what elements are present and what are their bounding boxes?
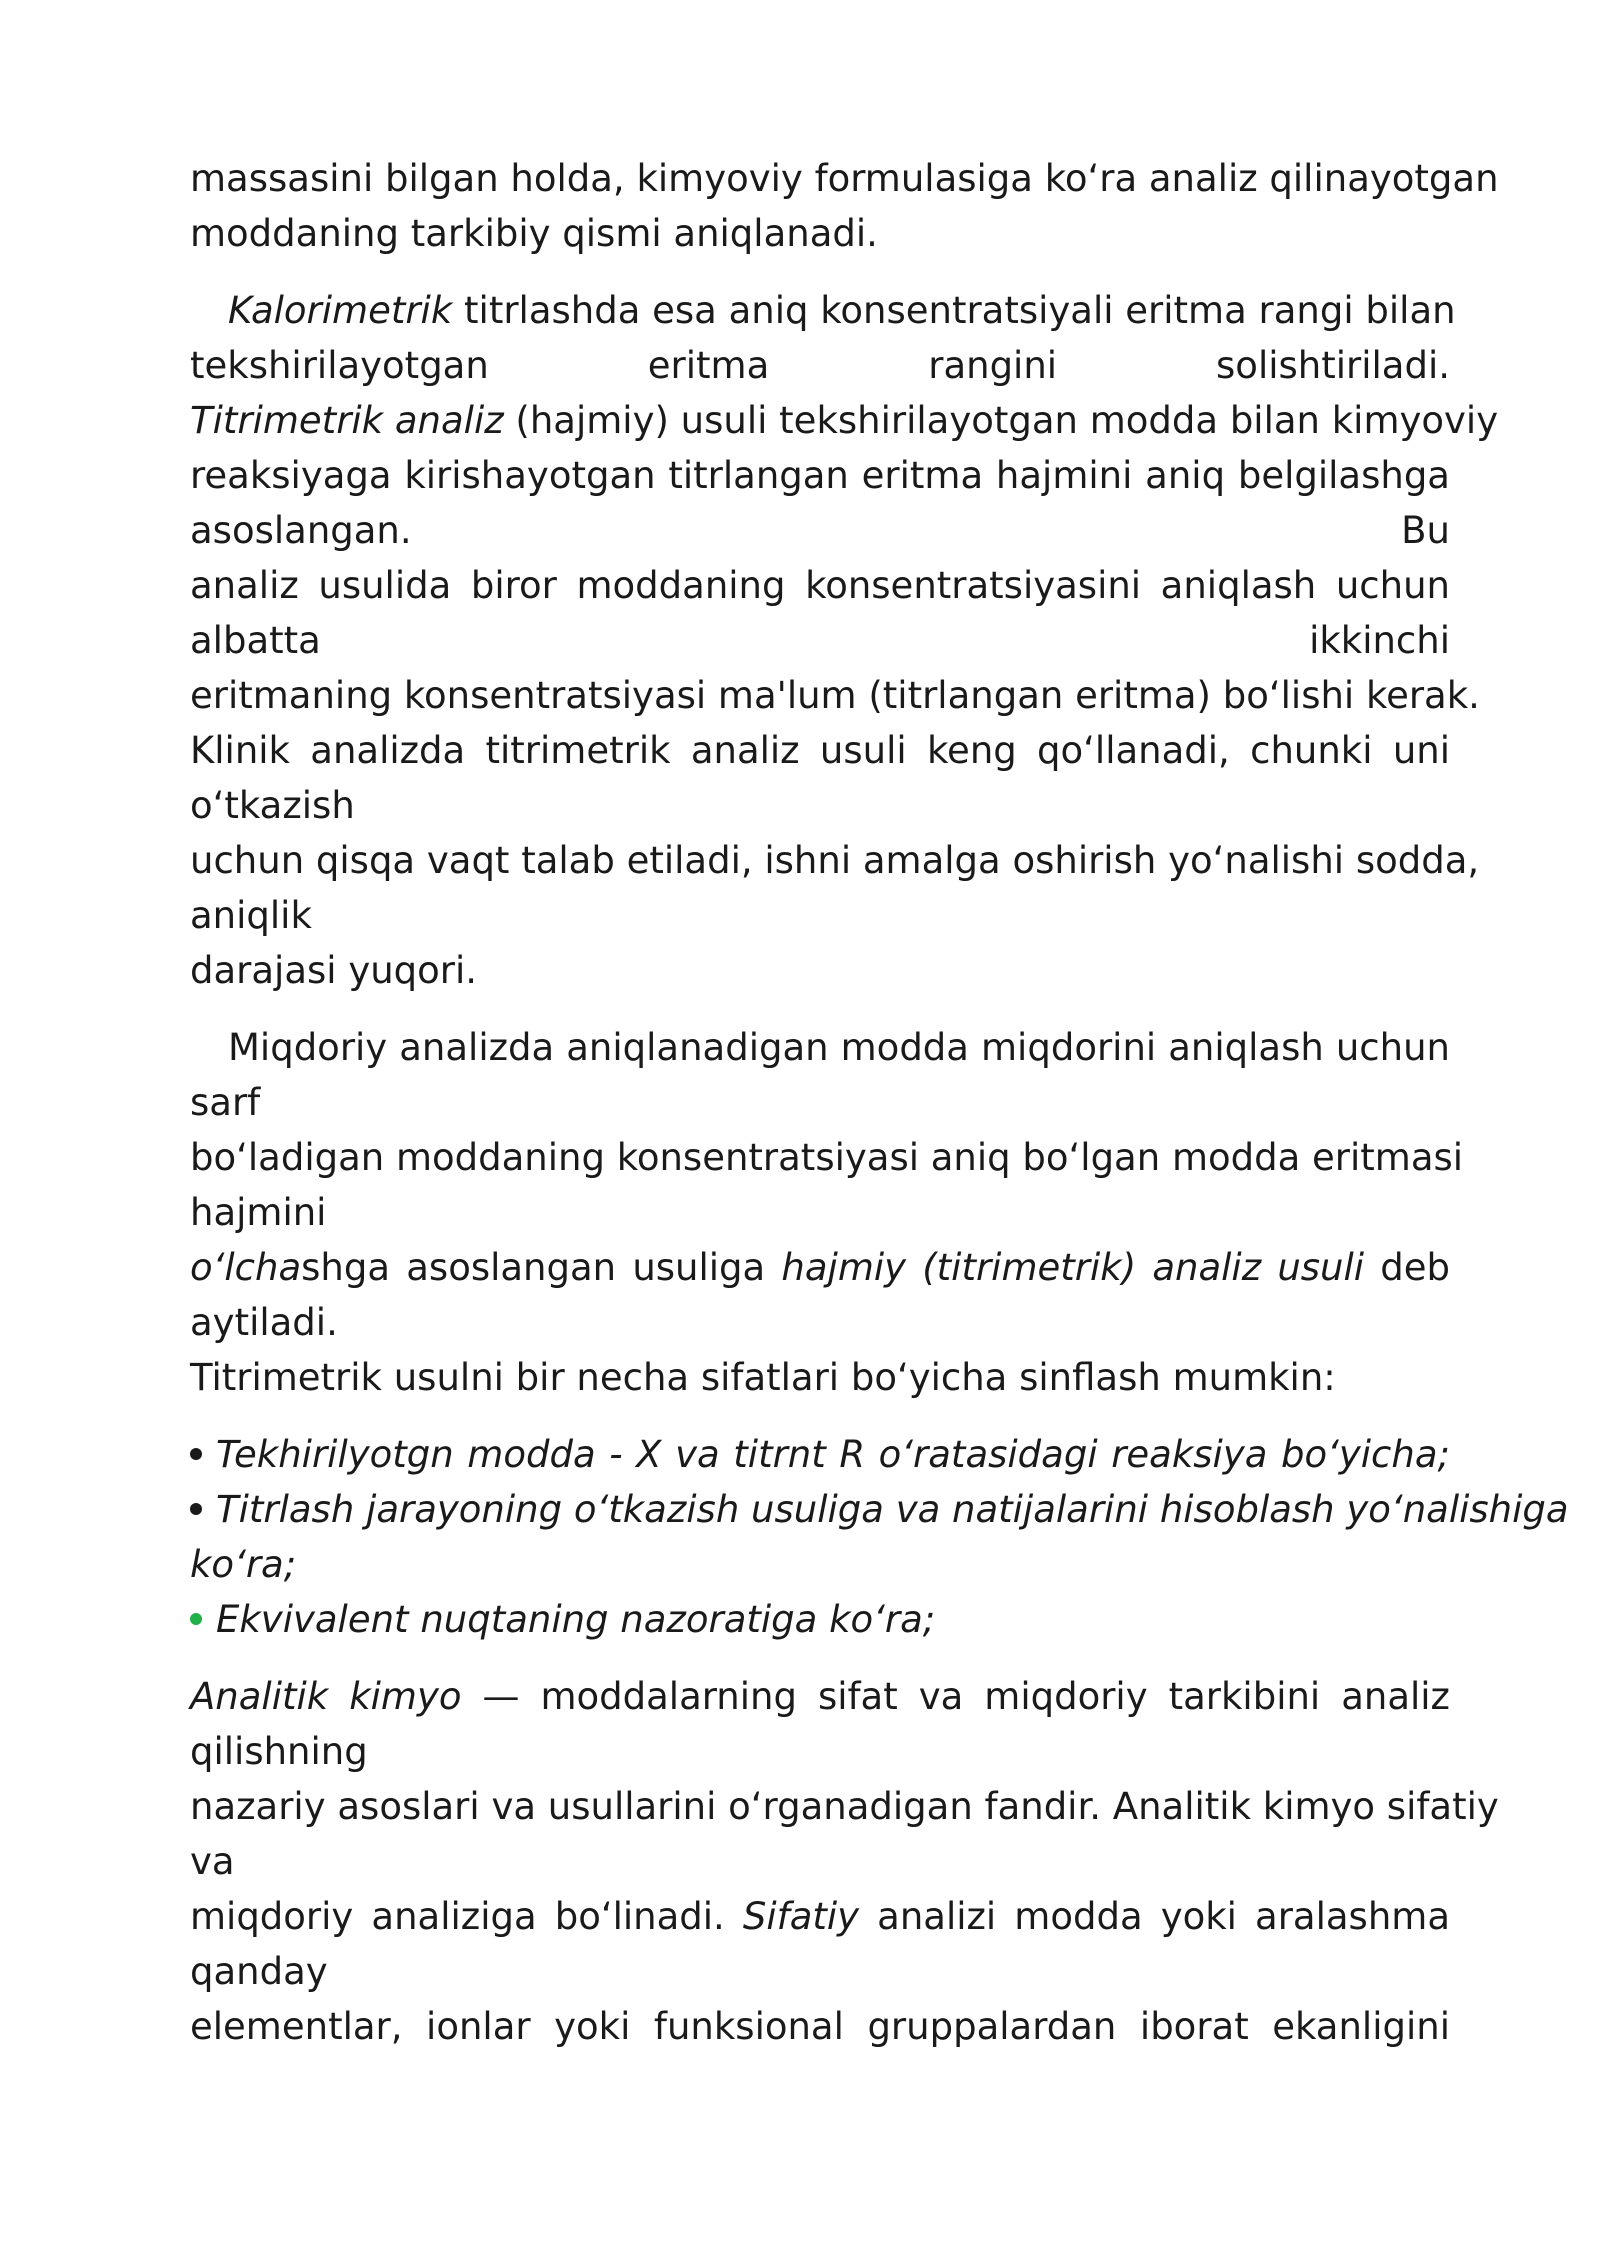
bullet-icon	[190, 1448, 202, 1460]
italic-term: Titrimetrik analiz	[190, 399, 504, 442]
text-line: miqdoriy analiziga bo‘linadi. Sifatiy analizi modda yoki aralashma	[190, 1895, 1450, 1938]
bullet-icon	[190, 1503, 202, 1515]
italic-term: Analitik kimyo	[190, 1675, 462, 1718]
text-line: aniqlik	[190, 894, 312, 937]
text-line: Analitik kimyo — moddalarning sifat va miqdoriy tarkibini analiz	[190, 1675, 1450, 1718]
text-line: bo‘ladigan moddaning konsentratsiyasi aniq bo‘lgan modda eritmasi	[190, 1136, 1464, 1179]
text-line: uchun qisqa vaqt talab etiladi, ishni amalga oshirish yo‘nalishi sodda,	[190, 839, 1480, 882]
text-line: massasini bilgan holda, kimyoviy formulasiga ko‘ra analiz qilinayotgan	[190, 157, 1499, 200]
italic-term: hajmiy (titrimetrik) analiz usuli	[781, 1246, 1365, 1289]
text-line: aytiladi.	[190, 1301, 338, 1344]
text-line: Miqdoriy analizda aniqlanadigan modda miqdorini aniqlash uchun	[228, 1026, 1450, 1069]
text-line: analiz usulida biror moddaning konsentratsiyasini aniqlash uchun	[190, 564, 1450, 607]
text-line: darajasi yuqori.	[190, 949, 478, 992]
text-line: qanday	[190, 1950, 328, 1993]
text-line: Titrimetrik analiz (hajmiy) usuli tekshirilayotgan modda bilan kimyoviy	[190, 399, 1499, 442]
text-line: Kalorimetrik titrlashda esa aniq konsentratsiyali eritma rangi bilan	[228, 289, 1456, 332]
list-item-continuation: ko‘ra;	[190, 1543, 297, 1586]
italic-term: Sifatiy	[742, 1895, 860, 1938]
text-line: eritmaning konsentratsiyasi ma'lum (titrlangan eritma) bo‘lishi kerak.	[190, 674, 1480, 717]
list-item: Ekvivalent nuqtaning nazoratiga ko‘ra;	[190, 1592, 1450, 1647]
list-item: Titrlash jarayoning o‘tkazish usuliga va natijalarini hisoblash yo‘nalishiga	[190, 1482, 1450, 1537]
text-line: o‘lchashga asoslangan usuliga hajmiy (titrimetrik) analiz usuli deb	[190, 1246, 1450, 1289]
text-line: nazariy asoslari va usullarini o‘rganadigan fandir. Analitik kimyo sifatiy	[190, 1785, 1499, 1828]
text-line: albatta ikkinchi	[190, 619, 1450, 662]
bullet-icon	[190, 1613, 202, 1625]
text-line: o‘tkazish	[190, 784, 355, 827]
italic-term: o‘lcha	[190, 1246, 302, 1289]
text-line: va	[190, 1840, 235, 1883]
text-line: Klinik analizda titrimetrik analiz usuli keng qo‘llanadi, chunki uni	[190, 729, 1450, 772]
list-item: Tekhirilyotgn modda - X va titrnt R o‘ratasidagi reaksiya bo‘yicha;	[190, 1427, 1450, 1482]
text-line: reaksiyaga kirishayotgan titrlangan eritma hajmini aniq belgilashga	[190, 454, 1450, 497]
text-line: elementlar, ionlar yoki funksional gruppalardan iborat ekanligini	[190, 2005, 1450, 2048]
text-line: tekshirilayotgan eritma rangini solishtiriladi.	[190, 344, 1450, 387]
text-line: moddaning tarkibiy qismi aniqlanadi.	[190, 212, 878, 255]
text-line: qilishning	[190, 1730, 368, 1773]
text-line: hajmini	[190, 1191, 327, 1234]
text-line: asoslangan. Bu	[190, 509, 1450, 552]
text-line: Titrimetrik usulni bir necha sifatlari bo‘yicha sinflash mumkin:	[190, 1356, 1336, 1399]
text-line: sarf	[190, 1081, 261, 1124]
italic-term: Kalorimetrik	[228, 289, 453, 332]
